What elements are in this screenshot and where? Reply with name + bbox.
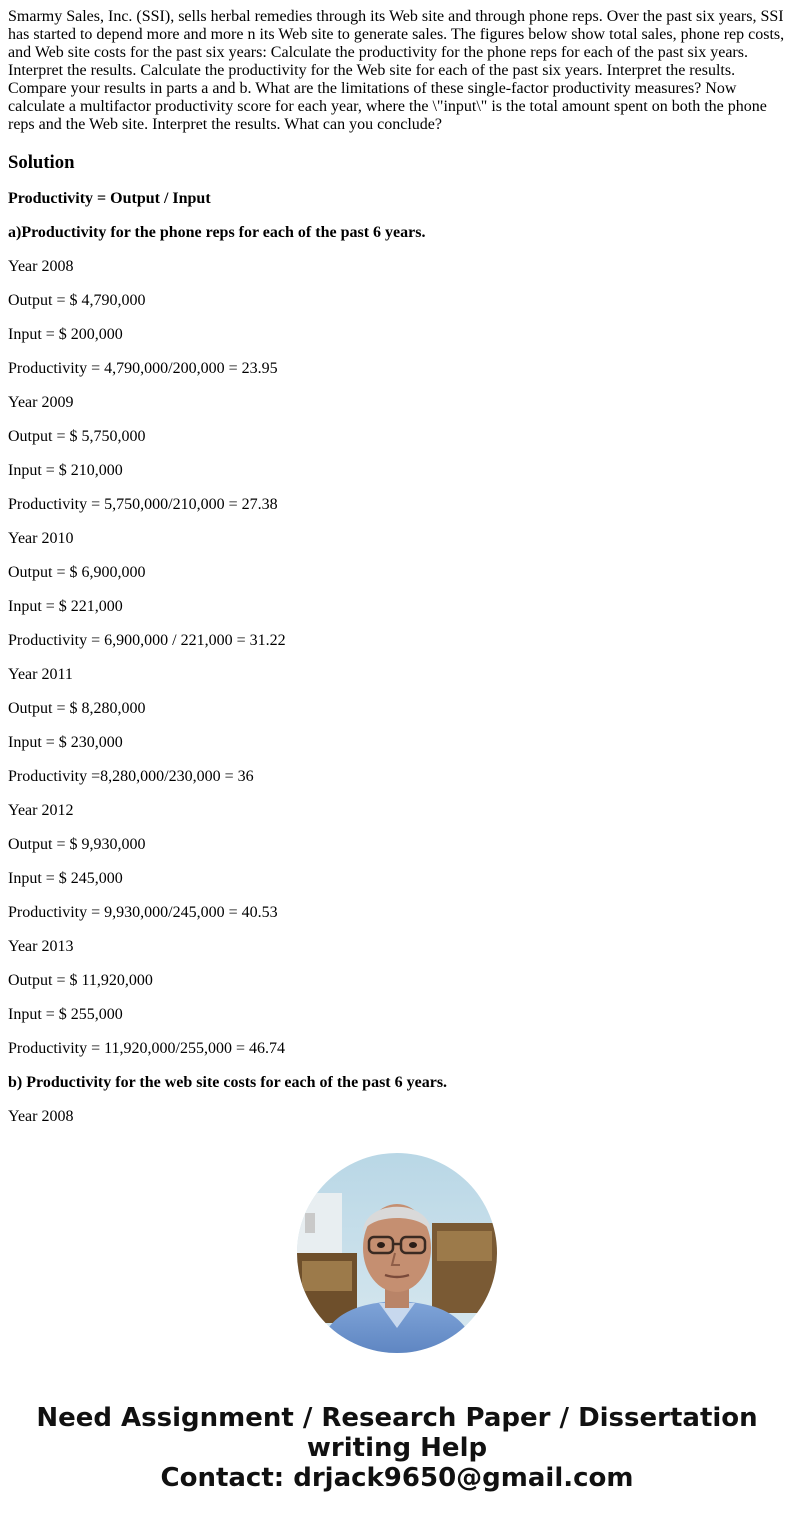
input-line: Input = $ 245,000 [8,870,123,887]
input-line: Input = $ 221,000 [8,598,123,615]
input-line: Input = $ 210,000 [8,462,123,479]
productivity-line: Productivity = 6,900,000 / 221,000 = 31.22 [8,632,286,649]
part-b-heading: b) Productivity for the web site costs for each of the past 6 years. [8,1074,448,1091]
avatar [297,1153,497,1353]
year-label: Year 2012 [8,802,74,819]
help-banner [0,1403,794,1493]
productivity-line: Productivity =8,280,000/230,000 = 36 [8,768,254,785]
solution-heading: Solution [8,152,75,173]
banner-line-2: writing Help [306,1433,488,1463]
avatar-photo [297,1153,497,1353]
year-label: Year 2011 [8,666,73,683]
document-content [8,8,786,1122]
input-line: Input = $ 230,000 [8,734,123,751]
output-line: Output = $ 4,790,000 [8,292,146,309]
year-label: Year 2008 [8,1108,74,1122]
part-a-heading: a)Productivity for the phone reps for each of the past 6 years. [8,224,426,241]
output-line: Output = $ 11,920,000 [8,972,153,989]
output-line: Output = $ 9,930,000 [8,836,146,853]
question-text: Smarmy Sales, Inc. (SSI), sells herbal remedies through its Web site and through phone reps. Over the past six years, SSI has started to depend more and more n its Web site to generate sales. The figures below show total sales, phone rep costs, and Web site costs for the past six years: Calculate the productivity for the phone reps for each of the past six years. Interpret the results. Calculate the productivity for the Web site for each of the past six years. Interpret the results. Compare your results in parts a and b. What are the limitations of these single-factor productivity measures? Now calculate a multifactor productivity score for each year, where the \"input\" is the total amount spent on both the phone reps and the Web site. Interpret the results. What can you conclude? [8,8,785,133]
input-line: Input = $ 200,000 [8,326,123,343]
year-label: Year 2010 [8,530,74,547]
output-line: Output = $ 5,750,000 [8,428,146,445]
input-line: Input = $ 255,000 [8,1006,123,1023]
footer [0,1122,794,1523]
year-label: Year 2008 [8,258,74,275]
banner-line-1: Need Assignment / Research Paper / Dissertation [36,1403,758,1433]
output-line: Output = $ 6,900,000 [8,564,146,581]
productivity-line: Productivity = 5,750,000/210,000 = 27.38 [8,496,278,513]
formula: Productivity = Output / Input [8,190,211,207]
banner-contact: Contact: drjack9650@gmail.com [160,1463,634,1493]
output-line: Output = $ 8,280,000 [8,700,146,717]
year-label: Year 2009 [8,394,74,411]
productivity-line: Productivity = 11,920,000/255,000 = 46.74 [8,1040,286,1057]
year-label: Year 2013 [8,938,74,955]
productivity-line: Productivity = 9,930,000/245,000 = 40.53 [8,904,278,921]
productivity-line: Productivity = 4,790,000/200,000 = 23.95 [8,360,278,377]
